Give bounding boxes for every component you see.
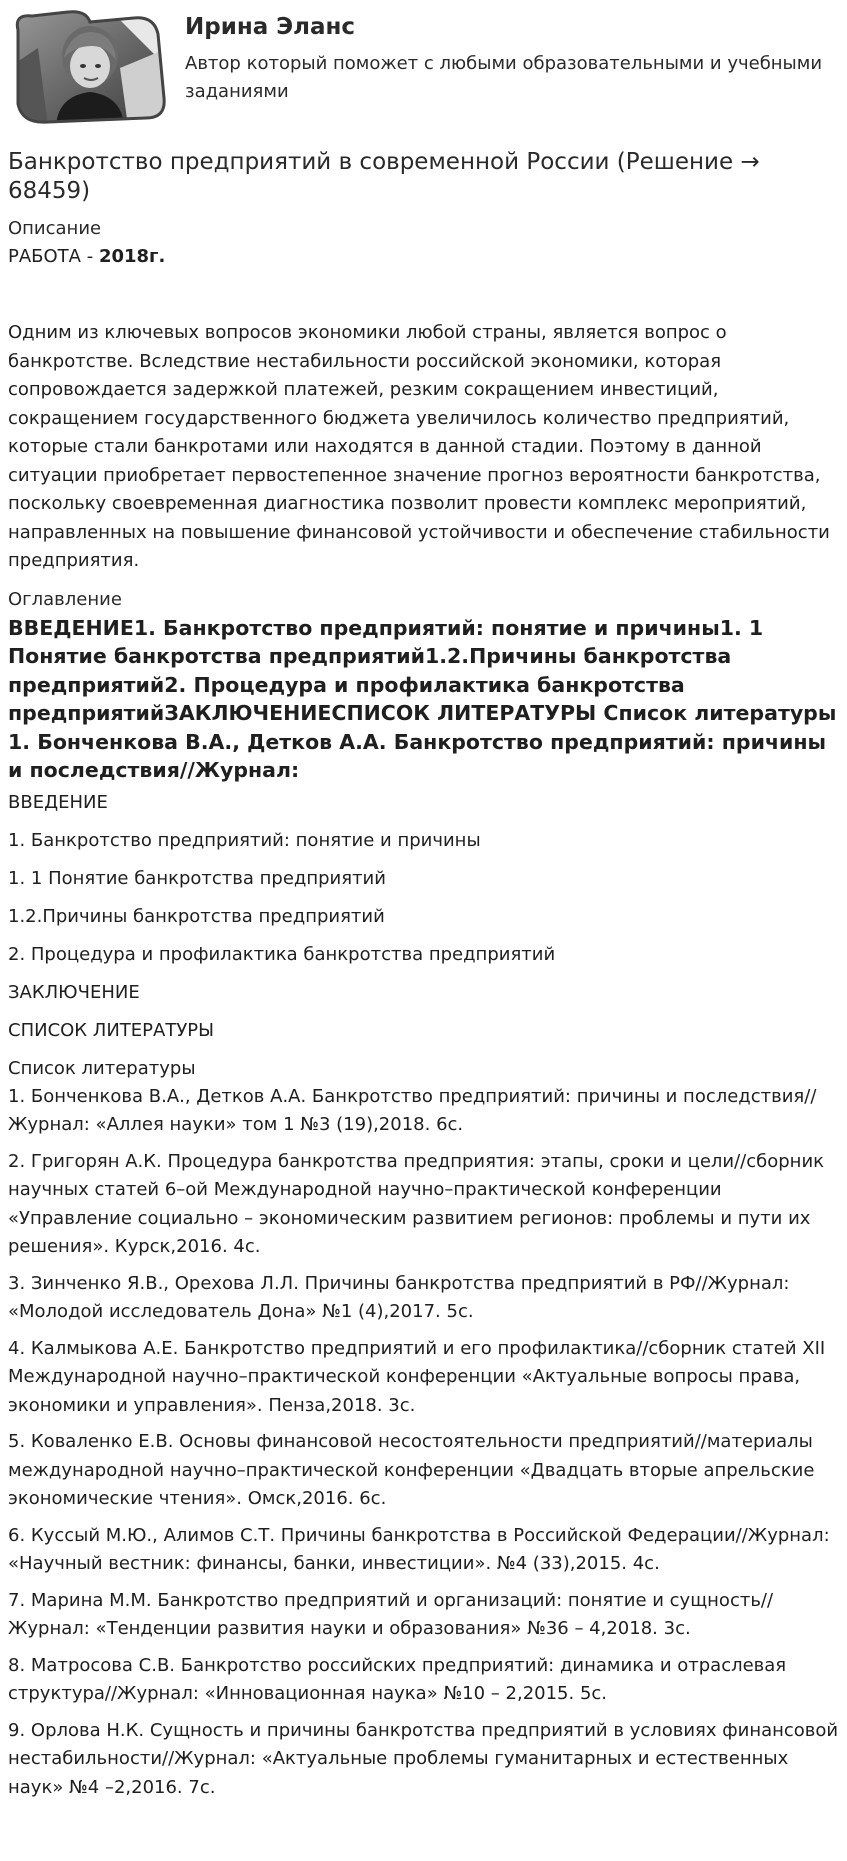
work-prefix: РАБОТА -: [8, 246, 99, 267]
author-header: [8, 8, 838, 128]
bibliography-heading: Список литературы: [8, 1057, 196, 1079]
toc-list: [8, 789, 840, 1045]
toc-item: 1. Банкротство предприятий: понятие и причины: [8, 829, 481, 851]
toc-item: 2. Процедура и профилактика банкротства предприятий: [8, 943, 556, 965]
author-name: Ирина Эланс: [185, 14, 356, 40]
bibliography-item: 8. Матросова С.В. Банкротство российских предприятий: динамика и отраслевая структура//Журнал: «Инновационная наука» №10 – 2,2015. 5с.: [8, 1654, 787, 1704]
bibliography-list: [8, 1083, 840, 1803]
document-content: [8, 148, 840, 1810]
author-photo-icon: [8, 8, 168, 126]
toc-label: Оглавление: [8, 588, 122, 610]
bibliography-item: 3. Зинченко Я.В., Орехова Л.Л. Причины банкротства предприятий в РФ//Журнал: «Молодой исследователь Дона» №1 (4),2017. 5с.: [8, 1272, 790, 1322]
bibliography-item: 4. Калмыкова А.Е. Банкротство предприятий и его профилактика//сборник статей XII Международной научно–практической конференции «Актуальные вопросы права, экономики и управления». Пенза,2018. 3с.: [8, 1337, 826, 1416]
work-year: 2018г.: [98, 246, 166, 267]
toc-summary: ВВЕДЕНИЕ1. Банкротство предприятий: понятие и причины1. 1 Понятие банкротства предприятий1.2.Причины банкротства предприятий2. Процедура и профилактика банкротства предприятийЗАКЛЮЧЕНИЕСПИСОК ЛИТЕРАТУРЫ Список литературы 1. Бонченкова В.А., Детков А.А. Банкротство предприятий: причины и последствия//Журнал:: [8, 615, 837, 782]
intro-paragraph: Одним из ключевых вопросов экономики любой страны, является вопрос о банкротстве. Вследствие нестабильности российской экономики, которая сопровождается задержкой платежей, резким сокращением инвестиций, сокращением государственного бюджета увеличилось количество предприятий, которые стали банкротами или находятся в данной стадии. Поэтому в данной ситуации приобретает первостепенное значение прогноз вероятности банкротства, поскольку своевременная диагностика позволит провести комплекс мероприятий, направленных на повышение финансовой устойчивости и обеспечение стабильности предприятия.: [8, 322, 830, 571]
toc-item: 1. 1 Понятие банкротства предприятий: [8, 867, 386, 889]
author-description: Автор который поможет с любыми образовательными и учебными заданиями: [185, 53, 823, 102]
toc-item: ЗАКЛЮЧЕНИЕ: [8, 981, 140, 1003]
work-type-line: [8, 243, 840, 271]
toc-item: 1.2.Причины банкротства предприятий: [8, 905, 385, 927]
document-title: Банкротство предприятий в современной России (Решение → 68459): [8, 149, 760, 204]
bibliography-item: 1. Бонченкова В.А., Детков А.А. Банкротство предприятий: причины и последствия//Журнал: «Аллея науки» том 1 №3 (19),2018. 6с.: [8, 1085, 817, 1135]
bibliography-item: 9. Орлова Н.К. Сущность и причины банкротства предприятий в условиях финансовой нестабильности//Журнал: «Актуальные проблемы гуманитарных и естественных наук» №4 –2,2016. 7с.: [8, 1719, 839, 1798]
bibliography-item: 6. Куссый М.Ю., Алимов С.Т. Причины банкротства в Российской Федерации//Журнал: «Научный вестник: финансы, банки, инвестиции». №4 (33),2015. 4с.: [8, 1524, 830, 1574]
toc-item: ВВЕДЕНИЕ: [8, 791, 108, 813]
bibliography-item: 5. Коваленко Е.В. Основы финансовой несостоятельности предприятий//материалы международной научно–практической конференции «Двадцать вторые апрельские экономические чтения». Омск,2016. 6с.: [8, 1431, 815, 1509]
bibliography-item: 2. Григорян А.К. Процедура банкротства предприятия: этапы, сроки и цели//сборник научных статей 6–ой Международной научно–практической конференции «Управление социально – экономическим развитием регионов: проблемы и пути их решения». Курск,2016. 4с.: [8, 1150, 825, 1257]
bibliography-item: 7. Марина М.М. Банкротство предприятий и организаций: понятие и сущность//Журнал: «Тенденции развития науки и образования» №36 – 4,2018. 3с.: [8, 1589, 774, 1639]
toc-item: СПИСОК ЛИТЕРАТУРЫ: [8, 1019, 215, 1041]
description-label: Описание: [8, 218, 102, 239]
